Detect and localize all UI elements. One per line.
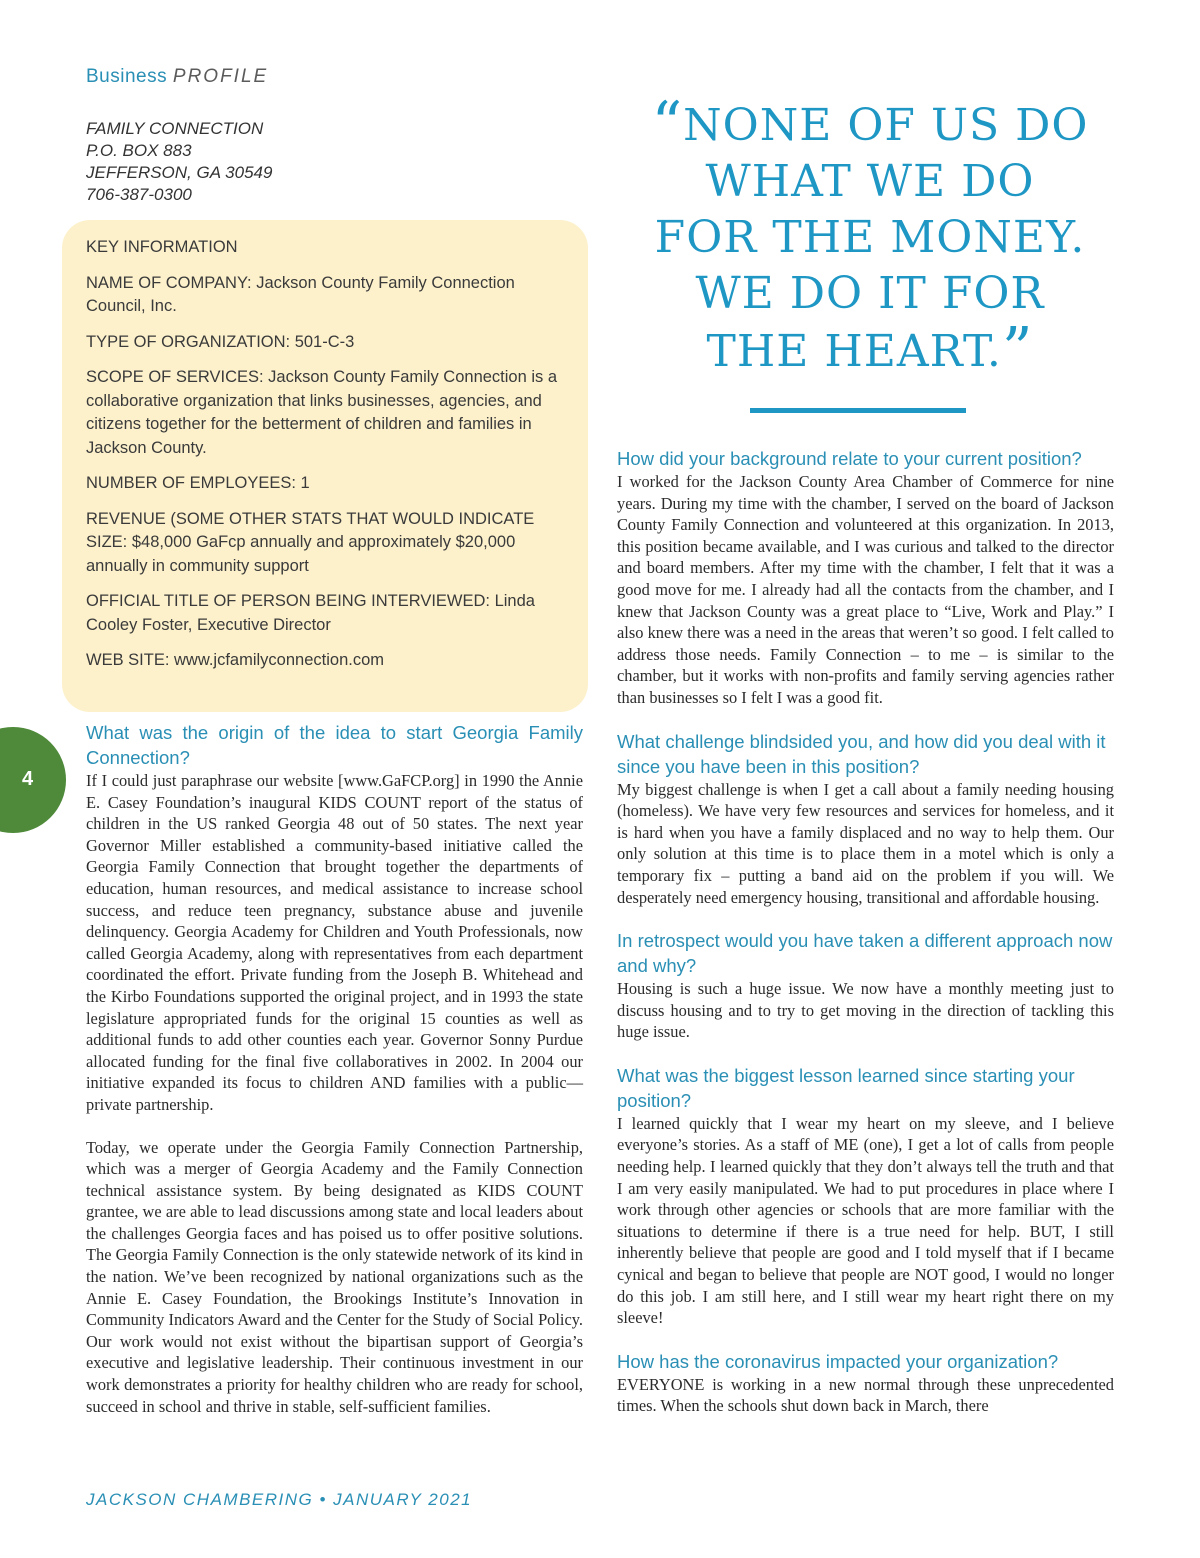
profile-label: PROFILE — [172, 66, 269, 87]
pull-quote-line-3: FOR THE MONEY. — [654, 212, 1086, 263]
contact-po-box: P.O. BOX 883 — [86, 141, 192, 160]
key-info-company: NAME OF COMPANY: Jackson County Family Connection Council, Inc. — [86, 273, 515, 315]
quote-divider — [750, 408, 966, 413]
contact-city: JEFFERSON, GA 30549 — [86, 163, 273, 182]
close-quote-mark: ” — [1001, 315, 1034, 385]
right-column — [617, 446, 1114, 1437]
key-info-content — [86, 236, 568, 685]
key-info-interviewee: OFFICIAL TITLE OF PERSON BEING INTERVIEWED: Linda Cooley Foster, Executive Director — [86, 592, 535, 634]
key-info-org-type: TYPE OF ORGANIZATION: 501-C-3 — [86, 332, 355, 351]
answer-origin-p1: If I could just paraphrase our website [www.GaFCP.org] in 1990 the Annie E. Casey Foundation’s inaugural KIDS COUNT report of the status of children in the US ranked Georgia 48 out of 50 states. The next year Governor Miller established a community-based initiative called the Georgia Family Connection that brought together the departments of education, human resources, and medical assistance to increase school success, and reduce teen pregnancy, substance abuse and juvenile delinquency. Georgia Academy for Children and Youth Professionals, now called Georgia Academy, along with representatives from each department coordinated the effort. Private funding from the Joseph B. Whitehead and the Kirbo Foundations supported the original project, and in 1993 the state legislature appropriated funds for the original 15 counties as well as additional funds to add other counties each year. Governor Sonny Purdue allocated funding for the final five collaboratives in 2002. In 2004 our initiative expanded its focus to children AND families with a public—private partnership. — [86, 771, 583, 1114]
contact-block — [86, 118, 272, 206]
question-challenge: What challenge blindsided you, and how did you deal with it since you have been in this position? — [617, 730, 1106, 777]
pull-quote-line-4: WE DO IT FOR — [695, 268, 1045, 319]
answer-background: I worked for the Jackson County Area Chamber of Commerce for nine years. During my time with the chamber, I served on the board of Jackson County Family Connection and volunteered at this organization. In 2013, this position became available, and I was curious and talked to the director and board members. After my time with the chamber, I felt that it was a good move for me. I already had all the contacts from the chamber, and I knew that Jackson County was a great place to “Live, Work and Play.” I also knew there was a need in the areas that weren’t so good. I felt called to address those needs. Family Connection – to me – is similar to the chamber, but it works with non-profits and family serving agencies rather than businesses so I felt I was a good fit. — [617, 472, 1114, 707]
key-info-title: KEY INFORMATION — [86, 238, 238, 256]
question-origin: What was the origin of the idea to start Georgia Family Connection? — [86, 722, 583, 768]
contact-phone: 706-387-0300 — [86, 185, 192, 204]
footer: JACKSON CHAMBERING • JANUARY 2021 — [86, 1490, 473, 1509]
question-lesson: What was the biggest lesson learned since starting your position? — [617, 1064, 1075, 1111]
pull-quote-line-1: “NONE OF US DO — [651, 89, 1089, 159]
key-info-website: WEB SITE: www.jcfamilyconnection.com — [86, 651, 384, 669]
answer-retrospect: Housing is such a huge issue. We now have a monthly meeting just to discuss housing and to try to get moving in the direction of tackling this huge issue. — [617, 979, 1114, 1042]
left-column — [86, 720, 583, 1417]
question-background: How did your background relate to your current position? — [617, 448, 1082, 469]
pull-quote-line-5: THE HEART.” — [706, 315, 1034, 385]
key-info-employees: NUMBER OF EMPLOYEES: 1 — [86, 474, 310, 492]
key-info-scope: SCOPE OF SERVICES: Jackson County Family Connection is a collaborative organization that links businesses, agencies, and citizens together for the betterment of children and families in Jackson County. — [86, 368, 558, 457]
answer-origin-p2: Today, we operate under the Georgia Family Connection Partnership, which was a merger of Georgia Academy and the Family Connection technical assistance system. By being designated as KIDS COUNT grantee, we are able to lead discussions among state and local leaders about the challenges Georgia faces and has poised us to offer positive solutions. The Georgia Family Connection is the only statewide network of its kind in the nation. We’ve been recognized by national organizations such as the Annie E. Casey Foundation, the Brookings Institute’s Innovation in Community Indicators Award and the Center for the Study of Social Policy. Our work would not exist without the bipartisan support of Georgia’s executive and legislative leadership. Their continuous investment in our work demonstrates a priority for healthy children who are ready for school, succeed in school and thrive in stable, self-sufficient families. — [86, 1137, 583, 1416]
answer-challenge: My biggest challenge is when I get a call about a family needing housing (homeless). We have very few resources and services for homeless, and it is hard when you have a family displaced and no way to help them. Our only solution at this time is to place them in a motel which is only a temporary fix – putting a band aid on the problem if you will. We desperately need emergency housing, transitional and affordable housing. — [617, 779, 1114, 907]
pull-quote — [610, 89, 1130, 385]
section-header — [86, 66, 268, 88]
answer-coronavirus: EVERYONE is working in a new normal through these unprecedented times. When the schools shut down back in March, there — [617, 1374, 1114, 1416]
open-quote-mark: “ — [651, 89, 684, 159]
answer-lesson: I learned quickly that I wear my heart on my sleeve, and I believe everyone’s stories. As a staff of ME (one), I get a lot of calls from people needing help. I learned quickly that they don’t always tell the truth and that I am very easily manipulated. We had to put procedures in place where I work through other agencies or schools that are more familiar with the situations to determine if there is a true need for help. BUT, I still inherently believe that people are good and I told myself that if I became cynical and began to believe that people are NOT good, I would no longer do this job. I am still here, and I still wear my heart right there on my sleeve! — [617, 1113, 1114, 1328]
contact-name: FAMILY CONNECTION — [86, 119, 264, 138]
question-retrospect: In retrospect would you have taken a different approach now and why? — [617, 930, 1113, 977]
key-info-revenue: REVENUE (SOME OTHER STATS THAT WOULD INDICATE SIZE: $48,000 GaFcp annually and approximately $20,000 annually in community support — [86, 509, 535, 575]
question-coronavirus: How has the coronavirus impacted your organization? — [617, 1350, 1059, 1372]
page-number: 4 — [22, 768, 34, 790]
section-label: Business — [86, 66, 168, 87]
pull-quote-line-2: WHAT WE DO — [705, 156, 1035, 207]
